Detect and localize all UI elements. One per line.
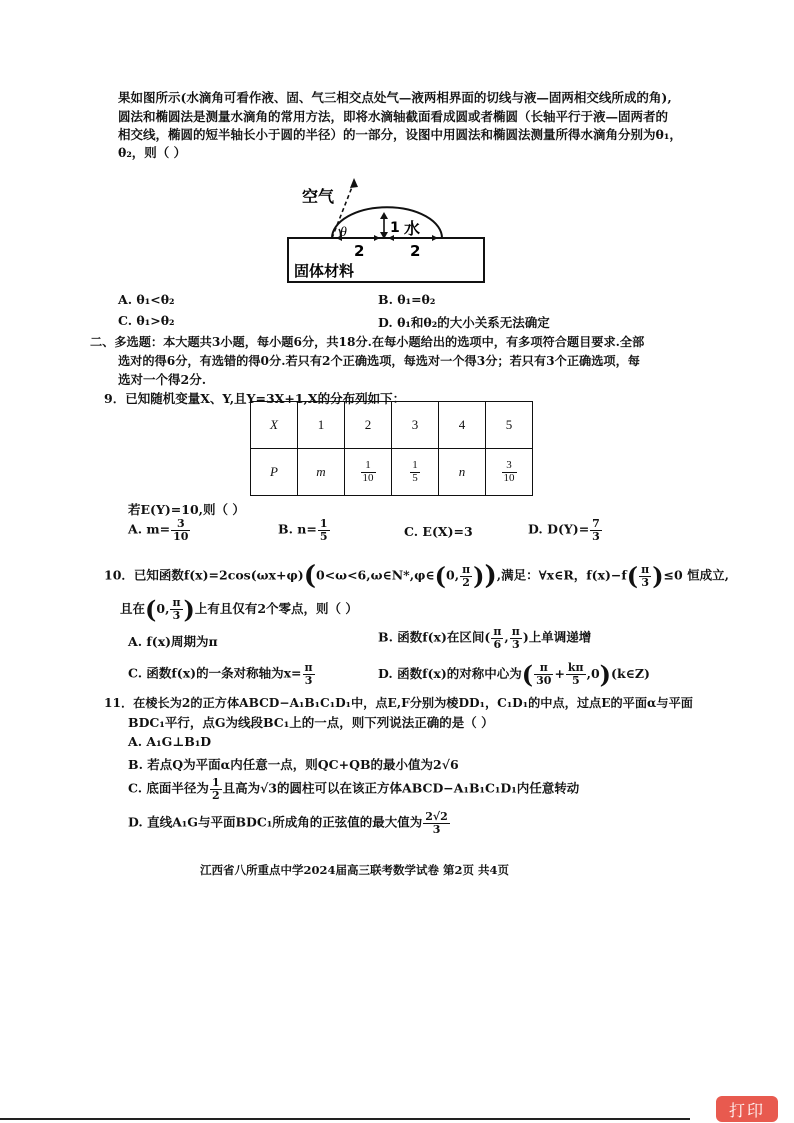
table-cell <box>345 449 392 496</box>
table-cell <box>392 449 439 496</box>
frac-pi-3 <box>170 597 182 621</box>
frac-pi-2 <box>460 564 472 588</box>
q10-option-d <box>378 660 650 689</box>
frac-num: π <box>493 625 502 638</box>
frac-1-2 <box>210 777 222 801</box>
q10-option-c <box>128 662 316 686</box>
q11-d-a: D. 直线A₁G与平面BDC₁所成角的正弦值的最大值为 <box>128 814 423 830</box>
table-cell: P <box>251 449 298 496</box>
q9-b-frac <box>318 518 330 542</box>
frac-num: 2√2 <box>425 810 448 823</box>
frac-den: 10 <box>503 471 515 484</box>
q10-l2-b: 0, <box>156 601 170 616</box>
frac-num: π <box>462 562 471 576</box>
table-cell <box>486 449 533 496</box>
frac-den: 2 <box>211 788 220 802</box>
paren-close: ) <box>183 595 195 624</box>
frac-den: 10 <box>173 529 189 543</box>
frac-num: 1 <box>412 458 418 471</box>
q9-option-a <box>128 518 191 542</box>
q8-line3: 相交线，椭圆的短半轴长小于圆的半径）的一部分，设图中用圆法和椭圆法测量所得水滴角分别为θ₁， <box>118 127 682 142</box>
q9-distribution-table <box>250 401 533 496</box>
frac-den: 3 <box>641 575 649 589</box>
q11-option-d <box>128 811 451 835</box>
q9-condition: 若E(Y)=10,则（ ） <box>128 502 245 517</box>
table-cell: m <box>298 449 345 496</box>
frac-pi-3 <box>639 564 651 588</box>
paren-open: ( <box>626 561 639 591</box>
frac-pi-30 <box>534 662 553 686</box>
frac-den: 3 <box>511 637 520 651</box>
bottom-divider <box>0 1118 690 1120</box>
frac-den: 10 <box>362 471 374 484</box>
q9-a-frac <box>171 518 190 542</box>
q11-option-b: B. 若点Q为平面α内任意一点，则QC+QB的最小值为2√6 <box>128 757 459 772</box>
q10-option-a: A. f(x)周期为π <box>128 634 218 649</box>
q10-l1-e: ≤0 恒成立, <box>663 567 729 583</box>
frac-num: π <box>172 596 181 610</box>
plus: + <box>554 666 565 681</box>
q9-option-d <box>528 518 603 542</box>
right-arrow-icon <box>432 235 438 241</box>
frac-den: 2 <box>462 575 470 589</box>
table-cell: 1 <box>298 402 345 449</box>
paren-close: ) <box>652 561 664 591</box>
water-droplet-figure <box>280 176 490 288</box>
table-cell: 2 <box>345 402 392 449</box>
height-label: 1 <box>390 220 400 236</box>
section2-line2: 选对的得6分，有选错的得0分.若只有2个正确选项，每选对一个得3分；若只有3个正确选项，每 <box>118 354 640 368</box>
paren-close: ) <box>473 561 485 591</box>
frac-pi-3 <box>303 662 315 686</box>
section2-line3: 选对一个得2分. <box>118 372 207 387</box>
paren-open: ( <box>434 561 446 591</box>
frac-num: 1 <box>211 776 220 789</box>
left-arrow-icon <box>374 235 380 241</box>
theta-label: θ <box>340 225 347 240</box>
paren-close: ) <box>484 561 497 591</box>
q9-b-prefix: B. n= <box>278 521 317 537</box>
q8-option-b: B. θ₁=θ₂ <box>378 292 436 307</box>
q10-line1 <box>104 561 729 591</box>
height-arrow-up-icon <box>380 212 388 219</box>
frac-pi-3 <box>510 626 522 650</box>
frac-kpi-5 <box>566 662 586 686</box>
paren-close: ) <box>599 660 612 689</box>
comma: , <box>504 629 509 645</box>
q8-line4: θ₂，则（ ） <box>118 145 187 160</box>
table-cell: X <box>251 402 298 449</box>
table-cell: 5 <box>486 402 533 449</box>
q9-stem: 9．已知随机变量X、Y,且Y=3X+1,X的分布列如下： <box>104 391 406 406</box>
q10-d-a: D. 函数f(x)的对称中心为 <box>378 666 522 681</box>
frac-num: kπ <box>567 661 584 675</box>
paren-open: ( <box>145 595 157 624</box>
solid-label: 固体材料 <box>294 262 355 280</box>
air-label: 空气 <box>302 187 335 206</box>
q8-line1: 果如图所示(水滴角可看作液、固、气三相交点处气—液两相界面的切线与液—固两相交线所成的角), <box>118 90 672 105</box>
q10-l2-a: 且在 <box>120 601 146 616</box>
q10-d-b: (k∈Z) <box>611 666 650 681</box>
q10-l1-c: 0, <box>446 567 460 583</box>
frac-num: π <box>641 562 650 576</box>
table-row <box>251 449 533 496</box>
tangent-arrow-icon <box>350 178 358 188</box>
q10-l1-a: 10．已知函数f(x)=2cos(ωx+φ) <box>104 567 304 583</box>
q10-option-b <box>378 626 591 650</box>
q10-l1-d: ,满足：∀x∈R，f(x)−f <box>496 567 627 583</box>
q10-b-b: )上单调递增 <box>522 629 592 645</box>
frac-den: 3 <box>172 609 181 622</box>
q10-l2-c: 上有且仅有2个零点，则（ ） <box>194 601 358 616</box>
table-cell: 4 <box>439 402 486 449</box>
frac-den: 5 <box>319 529 328 543</box>
paren-open: ( <box>521 660 534 689</box>
q8-option-d: D. θ₁和θ₂的大小关系无法确定 <box>378 315 550 330</box>
frac-num: 3 <box>171 518 190 531</box>
q8-line2: 圆法和椭圆法是测量水滴角的常用方法，即将水滴轴截面看成圆或者椭圆（长轴平行于液—固两者的 <box>118 109 669 124</box>
frac-den: 5 <box>412 471 418 484</box>
q9-option-b <box>278 518 331 542</box>
table-row <box>251 402 533 449</box>
paren-open: ( <box>303 561 316 591</box>
q10-c-a: C. 函数f(x)的一条对称轴为x= <box>128 665 302 681</box>
table-cell: n <box>439 449 486 496</box>
right-length-label: 2 <box>410 242 421 260</box>
frac-den: 6 <box>493 637 502 651</box>
section2-line1: 二、多选题：本大题共3小题，每小题6分，共18分.在每小题给出的选项中，有多项符合题目要求.全部 <box>90 335 645 349</box>
print-button[interactable]: 打印 <box>716 1096 778 1122</box>
frac-pi-6 <box>491 626 503 650</box>
frac-num: π <box>511 625 520 638</box>
frac-num: 3 <box>502 460 517 473</box>
q11-c-b: 且高为√3的圆柱可以在该正方体ABCD−A₁B₁C₁D₁内任意转动 <box>222 780 580 796</box>
q8-option-c: C. θ₁>θ₂ <box>118 313 175 328</box>
q9-option-c: C. E(X)=3 <box>404 524 473 539</box>
q11-line2: BDC₁平行，点G为线段BC₁上的一点，则下列说法正确的是（ ） <box>128 715 494 730</box>
q8-option-a: A. θ₁<θ₂ <box>118 292 175 307</box>
frac-num: π <box>304 661 313 674</box>
q9-d-prefix: D. D(Y)= <box>528 521 590 537</box>
frac-den: 3 <box>592 529 600 543</box>
frac-den: 5 <box>571 674 580 687</box>
q9-a-prefix: A. m= <box>128 521 171 537</box>
page-footer: 江西省八所重点中学2024届高三联考数学试卷 第2页 共4页 <box>200 863 510 877</box>
frac-num: π <box>534 662 553 675</box>
left-length-label: 2 <box>354 242 365 260</box>
frac-den: 3 <box>432 822 441 836</box>
water-label: 水 <box>404 219 421 238</box>
frac-den: 30 <box>536 674 552 687</box>
frac-num: 1 <box>319 517 328 530</box>
q11-c-a: C. 底面半径为 <box>128 780 209 796</box>
comma-zero: ,0 <box>586 666 600 681</box>
q10-l1-b: 0<ω<6,ω∈N*,φ∈ <box>316 567 435 583</box>
frac-num: 1 <box>361 460 376 473</box>
frac-2sqrt2-3 <box>423 811 450 835</box>
q11-option-a: A. A₁G⊥B₁D <box>128 734 212 749</box>
table-cell: 3 <box>392 402 439 449</box>
q10-line2 <box>120 595 358 624</box>
q11-line1: 11．在棱长为2的正方体ABCD−A₁B₁C₁D₁中，点E,F分别为棱DD₁，C₁D₁的中点，过点E的平面α与平面 <box>104 696 693 710</box>
q11-option-c <box>128 777 579 801</box>
q10-b-a: B. 函数f(x)在区间( <box>378 629 491 645</box>
q9-d-frac <box>590 518 602 542</box>
frac-num: 7 <box>592 517 600 530</box>
frac-den: 3 <box>304 673 313 687</box>
